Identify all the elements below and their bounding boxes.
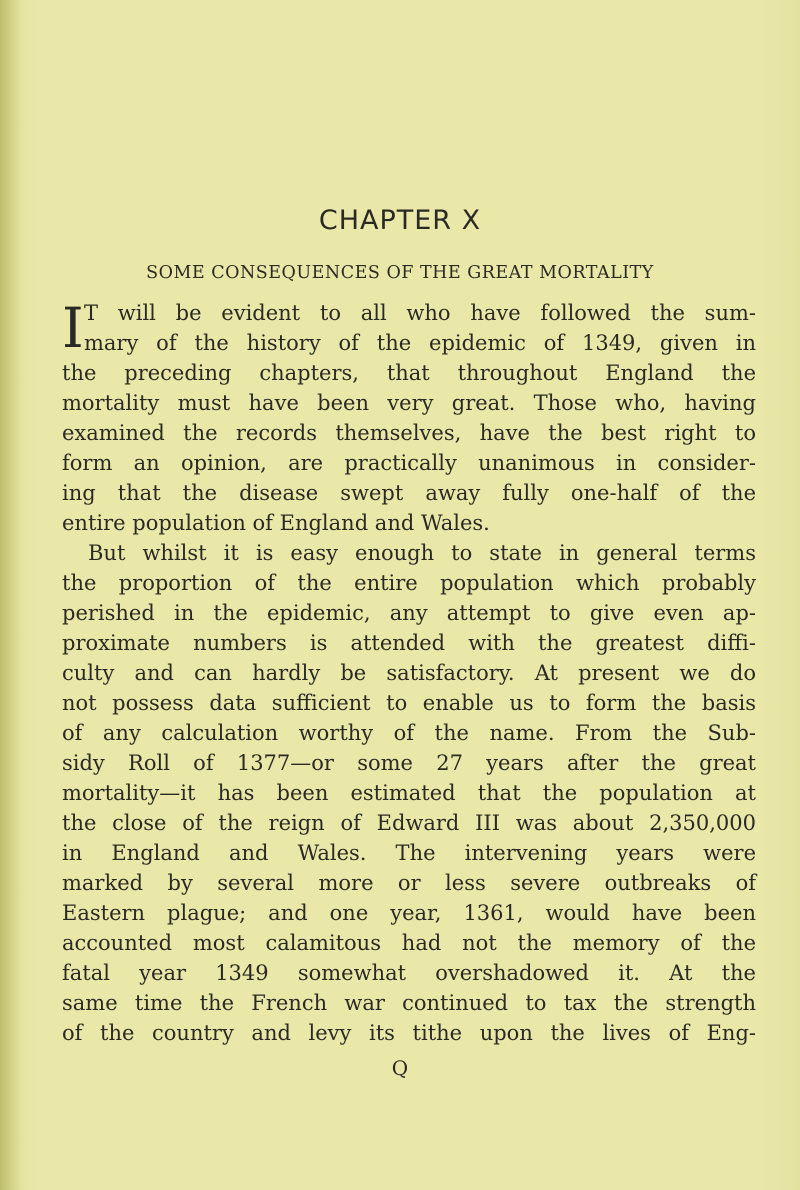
text-line: marked by several more or less severe outbreaks of	[62, 871, 756, 895]
text-line: mortality—it has been estimated that the population at	[62, 781, 756, 805]
text-line: perished in the epidemic, any attempt to give even ap-	[62, 601, 756, 625]
text-line: not possess data sufficient to enable us to form the basis	[62, 691, 756, 715]
drop-cap: I	[62, 296, 84, 360]
text-line: in England and Wales. The intervening years were	[62, 841, 756, 865]
text-line: mary of the history of the epidemic of 1349, given in	[84, 331, 756, 355]
signature-mark: Q	[391, 1056, 409, 1080]
text-line: ing that the disease swept away fully one-half of the	[62, 481, 756, 505]
chapter-title: CHAPTER X	[318, 205, 482, 236]
text-line: fatal year 1349 somewhat overshadowed it. At the	[62, 961, 756, 985]
page-gutter-shadow	[0, 0, 22, 1190]
text-line: T will be evident to all who have followed the sum-	[84, 301, 756, 325]
text-line: the proportion of the entire population which probably	[62, 571, 756, 595]
text-line: Eastern plague; and one year, 1361, would have been	[62, 901, 756, 925]
text-line: mortality must have been very great. Those who, having	[62, 391, 756, 415]
text-line: form an opinion, are practically unanimous in consider-	[62, 451, 756, 475]
text-line: of any calculation worthy of the name. From the Sub-	[62, 721, 756, 745]
text-line: sidy Roll of 1377—or some 27 years after the great	[62, 751, 756, 775]
text-line: same time the French war continued to tax the strength	[62, 991, 756, 1015]
text-line: entire population of England and Wales.	[62, 511, 490, 535]
body-text	[62, 298, 756, 1048]
text-line: proximate numbers is attended with the greatest diffi-	[62, 631, 756, 655]
text-line: accounted most calamitous had not the memory of the	[62, 931, 756, 955]
text-line: the close of the reign of Edward III was about 2,350,000	[62, 811, 756, 835]
chapter-subtitle: SOME CONSEQUENCES OF THE GREAT MORTALITY	[146, 263, 654, 283]
text-line: culty and can hardly be satisfactory. At present we do	[62, 661, 756, 685]
text-line: examined the records themselves, have the best right to	[62, 421, 756, 445]
text-line: of the country and levy its tithe upon the lives of Eng-	[62, 1021, 756, 1045]
text-line: the preceding chapters, that throughout England the	[62, 361, 756, 385]
text-line: But whilst it is easy enough to state in general terms	[88, 541, 756, 565]
